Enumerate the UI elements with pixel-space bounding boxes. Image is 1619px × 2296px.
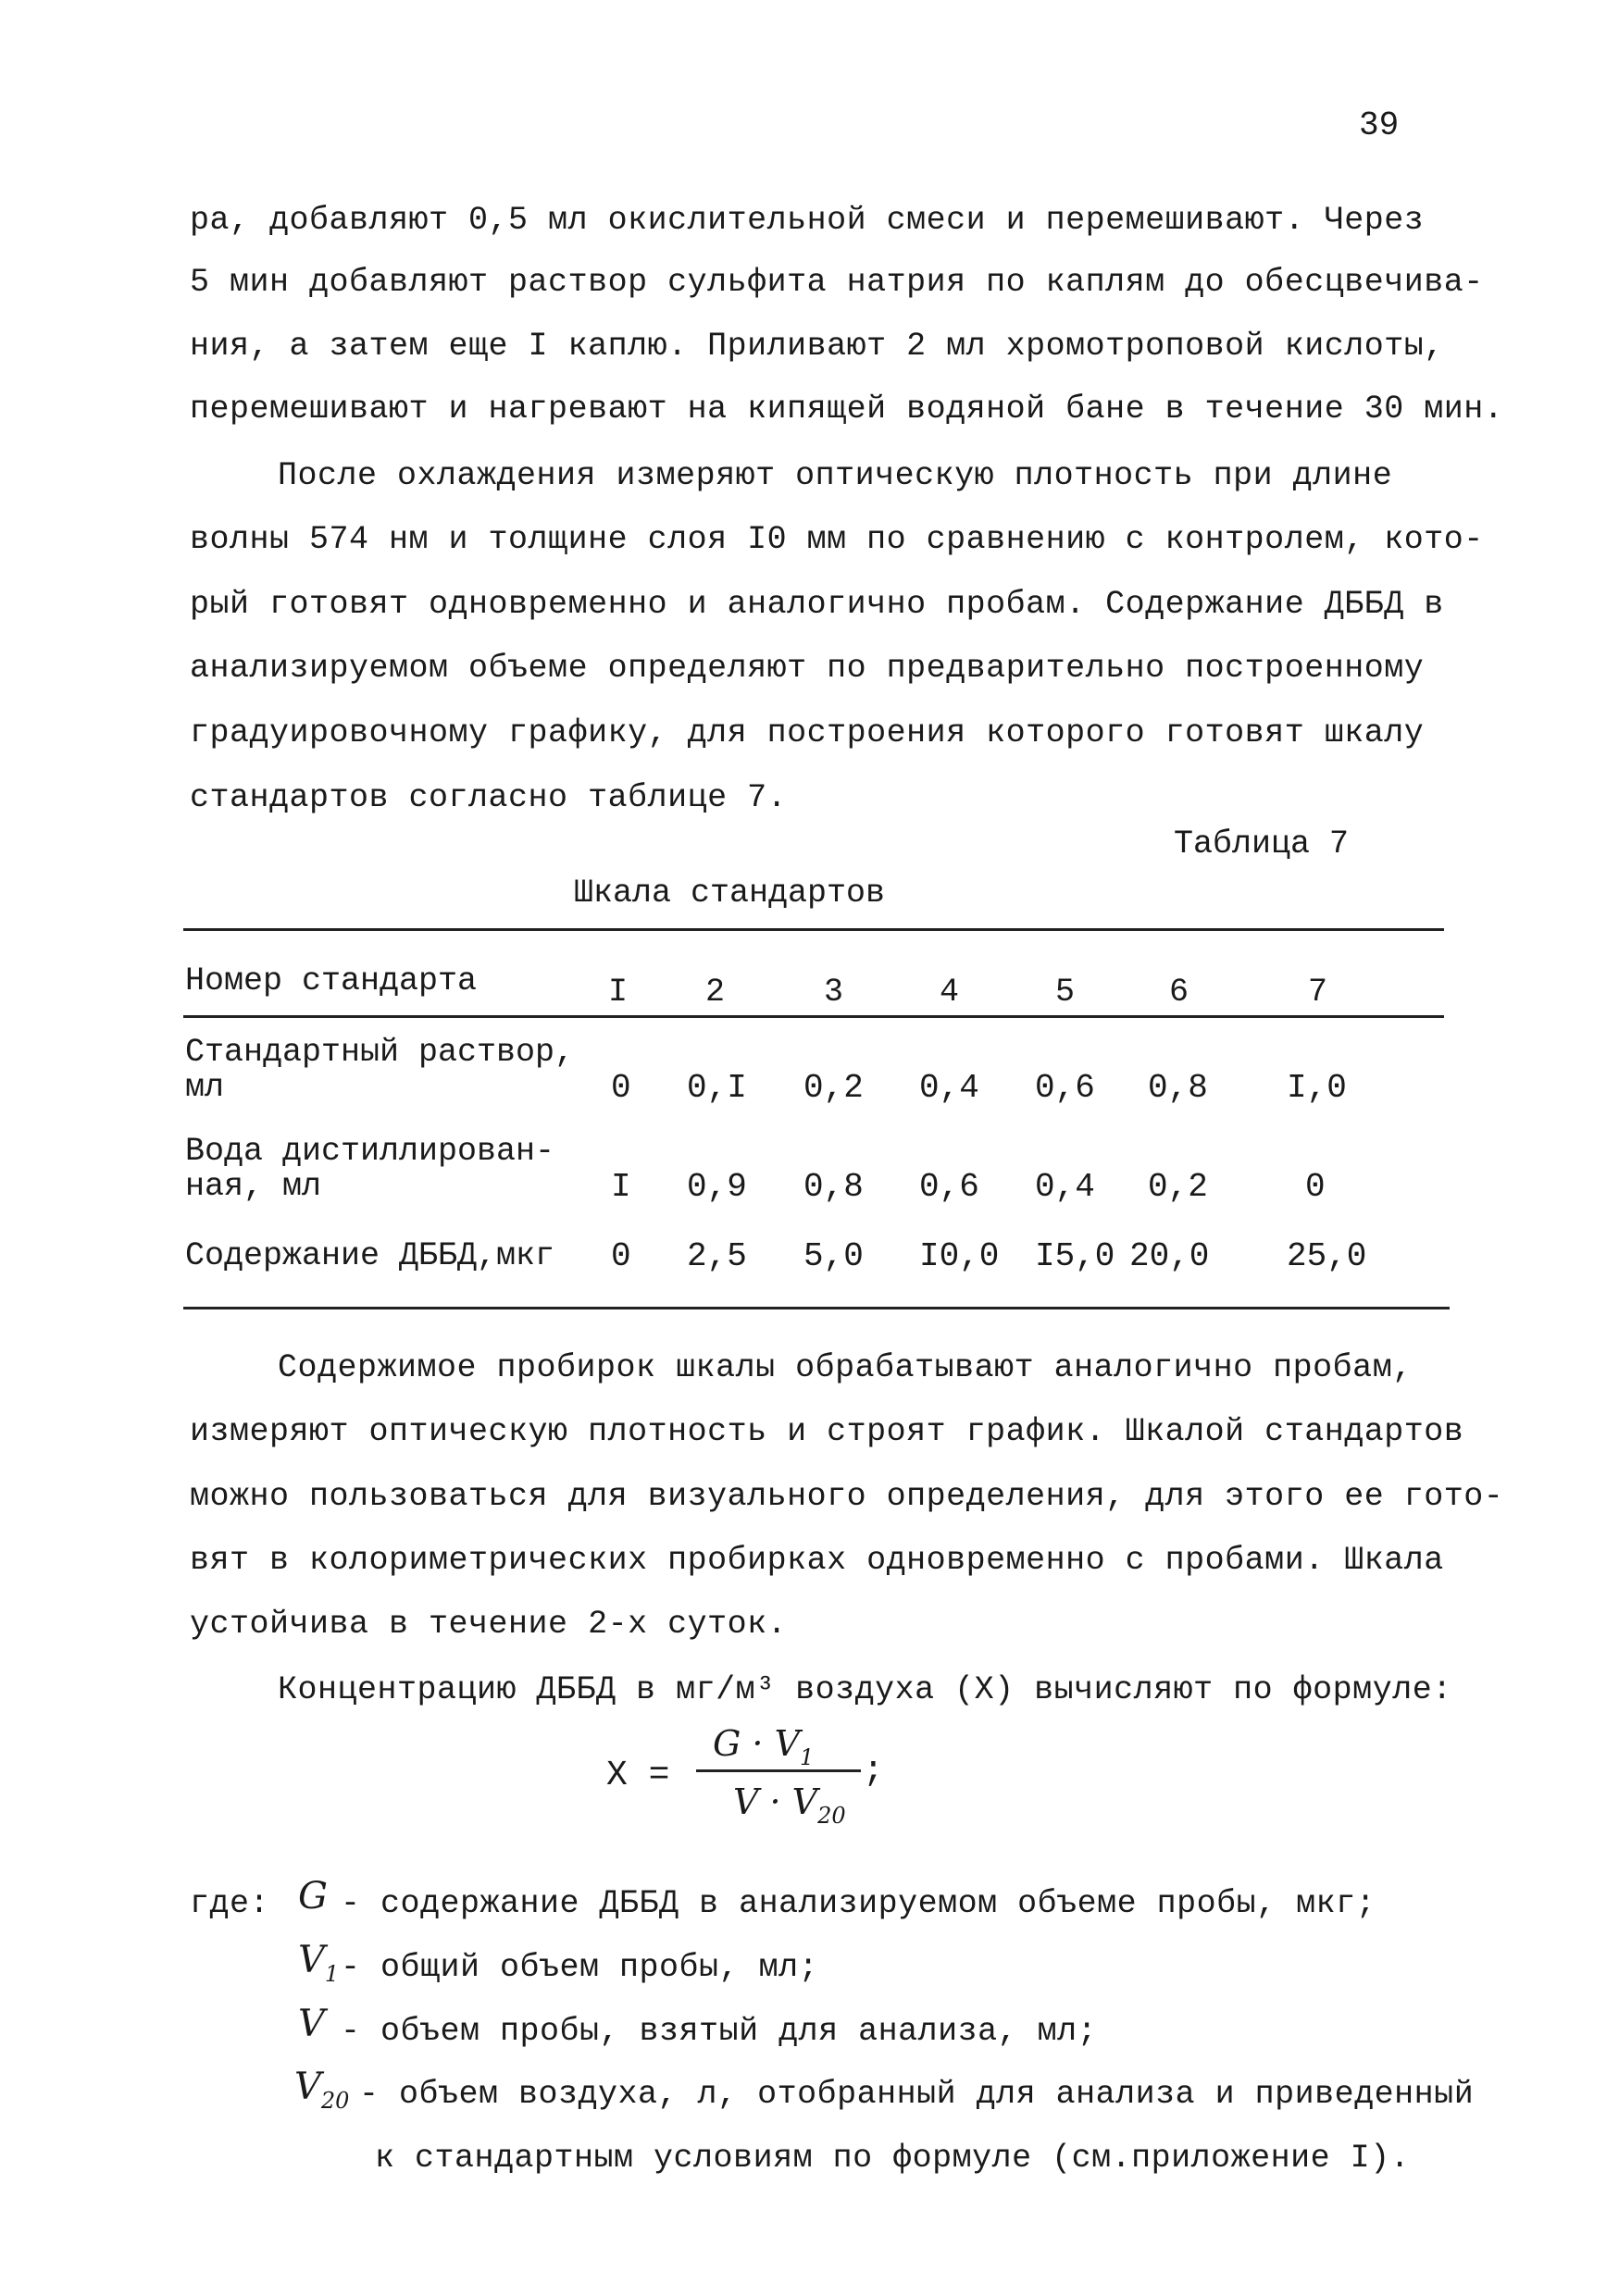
paragraph-2-line-5: градуировочному графику, для построения которого готовят шкалу bbox=[190, 714, 1425, 751]
formula-semicolon: ; bbox=[863, 1751, 884, 1791]
legend-text-3: - объем пробы, взятый для анализа, мл; bbox=[341, 2013, 1098, 2050]
paragraph-4: Концентрацию ДББД в мг/м³ воздуха (X) вычисляют по формуле: bbox=[278, 1671, 1452, 1708]
table-bottom-rule bbox=[183, 1307, 1450, 1309]
table-row-3-label-line-1: Содержание ДББД,мкг bbox=[185, 1237, 555, 1274]
table-row-3-cell-1: 0 bbox=[611, 1237, 631, 1275]
table-row-2-cell-7: 0 bbox=[1305, 1168, 1326, 1206]
table-header-label: Номер стандарта bbox=[185, 962, 478, 999]
table-row-2-label bbox=[185, 1134, 554, 1204]
paragraph-3-line-5: устойчива в течение 2-х суток. bbox=[190, 1606, 788, 1643]
paragraph-2-line-2: волны 574 нм и толщине слоя I0 мм по сравнению с контролем, кото- bbox=[190, 521, 1484, 558]
table-header-rule bbox=[183, 1015, 1444, 1018]
paragraph-1-line-3: ния, а затем еще I каплю. Приливают 2 мл хромотроповой кислоты, bbox=[190, 328, 1444, 365]
table-row-2-cell-1: I bbox=[611, 1168, 631, 1206]
paragraph-2-line-1: После охлаждения измеряют оптическую плотность при длине bbox=[278, 457, 1393, 494]
legend-symbol-4: $V_{20}$ bbox=[294, 2066, 350, 2114]
paragraph-2-line-4: анализируемом объеме определяют по предварительно построенному bbox=[190, 650, 1425, 687]
table-row-2-cell-4: 0,6 bbox=[919, 1168, 979, 1206]
legend-text-4: - объем воздуха, л, отобранный для анализа и приведенный bbox=[359, 2076, 1475, 2113]
table-row-1-label-line-1: Стандартный раствор, bbox=[185, 1034, 575, 1071]
table-row-2-cell-2: 0,9 bbox=[687, 1168, 747, 1206]
page-number: 39 bbox=[1359, 106, 1400, 144]
formula-numerator: $G \cdot V_1$ bbox=[713, 1723, 815, 1770]
table-row-1-label bbox=[185, 1035, 574, 1105]
paragraph-3-line-2: измеряют оптическую плотность и строят график. Шкалой стандартов bbox=[190, 1413, 1464, 1450]
table-top-rule bbox=[183, 928, 1444, 931]
table-row-3-cell-3: 5,0 bbox=[803, 1237, 864, 1275]
formula-fraction-bar bbox=[696, 1769, 861, 1772]
table-row-3-cell-7: 25,0 bbox=[1287, 1237, 1367, 1275]
legend-symbol-2: $V_1$ bbox=[298, 1939, 340, 1987]
legend-intro: где: bbox=[190, 1885, 270, 1922]
paragraph-1-line-4: перемешивают и нагревают на кипящей водяной бане в течение 30 мин. bbox=[190, 391, 1504, 428]
table-row-2-cell-6: 0,2 bbox=[1148, 1168, 1208, 1206]
table-row-3-cell-2: 2,5 bbox=[687, 1237, 747, 1275]
table-row-1-cell-7: I,0 bbox=[1287, 1069, 1347, 1107]
table-row-2-cell-3: 0,8 bbox=[803, 1168, 864, 1206]
legend-text-1: - содержание ДББД в анализируемом объеме пробы, мкг; bbox=[341, 1885, 1376, 1922]
table-row-1-cell-4: 0,4 bbox=[919, 1069, 979, 1107]
table-row-3-cell-5: I5,0 bbox=[1035, 1237, 1115, 1275]
table-title: Шкала стандартов bbox=[574, 875, 886, 912]
table-header-col-4: 4 bbox=[940, 974, 960, 1011]
table-row-1-cell-5: 0,6 bbox=[1035, 1069, 1095, 1107]
paragraph-1-line-2: 5 мин добавляют раствор сульфита натрия по каплям до обесцвечива- bbox=[190, 264, 1484, 301]
paragraph-1-line-1: ра, добавляют 0,5 мл окислительной смеси и перемешивают. Через bbox=[190, 202, 1425, 239]
formula-denominator: $V \cdot V_{20}$ bbox=[733, 1781, 846, 1829]
table-row-3-label bbox=[185, 1238, 554, 1273]
table-row-2-label-line-1: Вода дистиллирован- bbox=[185, 1133, 555, 1170]
formula-lhs: X = bbox=[606, 1756, 670, 1795]
legend-symbol-1: G bbox=[298, 1875, 328, 1917]
paragraph-3-line-1: Содержимое пробирок шкалы обрабатывают аналогично пробам, bbox=[278, 1349, 1413, 1386]
legend-continuation: к стандартным условиям по формуле (см.приложение I). bbox=[375, 2140, 1411, 2177]
table-row-3-cell-6: 20,0 bbox=[1129, 1237, 1210, 1275]
table-header-col-6: 6 bbox=[1169, 974, 1189, 1011]
paragraph-3-line-4: вят в колориметрических пробирках одновременно с пробами. Шкала bbox=[190, 1542, 1444, 1579]
table-header-col-5: 5 bbox=[1055, 974, 1076, 1011]
table-row-1-label-line-2: мл bbox=[185, 1069, 225, 1106]
paragraph-2-line-6: стандартов согласно таблице 7. bbox=[190, 779, 788, 816]
legend-text-2: - общий объем пробы, мл; bbox=[341, 1949, 819, 1986]
table-header-col-1: I bbox=[608, 974, 629, 1011]
table-row-1-cell-1: 0 bbox=[611, 1069, 631, 1107]
legend-symbol-3: V bbox=[298, 2003, 325, 2045]
table-header-col-7: 7 bbox=[1308, 974, 1328, 1011]
paragraph-3-line-3: можно пользоваться для визуального определения, для этого ее гото- bbox=[190, 1478, 1504, 1515]
table-row-2-cell-5: 0,4 bbox=[1035, 1168, 1095, 1206]
table-row-3-cell-4: I0,0 bbox=[919, 1237, 1000, 1275]
table-row-1-cell-3: 0,2 bbox=[803, 1069, 864, 1107]
table-row-2-label-line-2: ная, мл bbox=[185, 1168, 322, 1205]
table-row-1-cell-6: 0,8 bbox=[1148, 1069, 1208, 1107]
table-header-col-2: 2 bbox=[705, 974, 726, 1011]
table-row-1-cell-2: 0,I bbox=[687, 1069, 747, 1107]
table-header-col-3: 3 bbox=[824, 974, 844, 1011]
paragraph-2-line-3: рый готовят одновременно и аналогично пробам. Содержание ДББД в bbox=[190, 586, 1444, 623]
table-caption: Таблица 7 bbox=[1174, 825, 1350, 863]
